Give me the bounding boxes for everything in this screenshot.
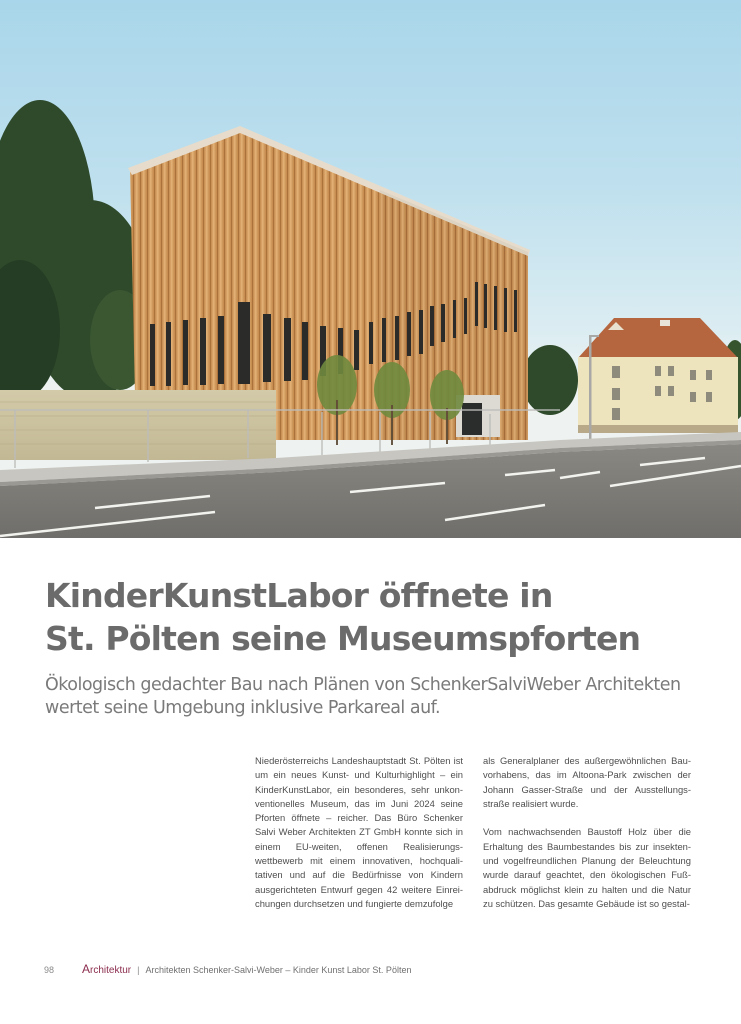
body-column-right [483, 754, 691, 911]
apartment-house [578, 318, 738, 433]
article-subheadline [45, 674, 725, 720]
trees-left [0, 100, 150, 400]
page-number: 98 [44, 965, 55, 975]
rammed-earth-wall [0, 390, 276, 460]
article-headline [45, 574, 705, 660]
running-title: Architekten Schenker-Salvi-Weber – Kinder Kunst Labor St. Pölten [145, 965, 412, 975]
page-footer [44, 962, 411, 976]
footer-separator: | [137, 965, 140, 975]
subhead-line-2: wertet seine Umgebung inklusive Parkareal auf. [45, 698, 441, 718]
headline-line-1: KinderKunstLabor öffnete in [45, 576, 553, 615]
headline-line-2: St. Pölten seine Museumspforten [45, 619, 641, 658]
section-label [82, 962, 131, 978]
section-rest: rchitektur [90, 965, 132, 976]
subhead-line-1: Ökologisch gedachter Bau nach Plänen von SchenkerSalviWeber Architekten [45, 675, 681, 695]
body-column-left [255, 754, 463, 911]
body-paragraph: Niederösterreichs Landeshauptstadt St. Pölten ist um ein neues Kunst- und Kulturhighlight – ein KinderKunstLabor, ein besonderes, sehr unkonventionelles Museum, das im Juni 2024 seine Pforten öffnete – reicher. Das Büro Schenker Salvi Weber Architekten ZT GmbH konnte sich in einem EU-weiten, offenen Realisierungswettbewerb mit einem innovativen, hochqualitativen und auf die Bedürfnisse von Kindern ausgerichteten Entwurf gegen 42 weitere Einreichungen durchsetzen und fungierte demzufolge [255, 755, 463, 909]
body-paragraph: als Generalplaner des außergewöhnlichen Bauvorhabens, das im Altoona-Park zwischen der Johann Gasser-Straße und der Ausstellungsstraße realisiert wurde. [483, 755, 691, 809]
body-paragraph: Vom nachwachsenden Baustoff Holz über die Erhaltung des Baumbestandes bis zur insekten- und vogelfreundlichen Planung der Beleuchtung wurde darauf geachtet, den ökologischen Fußabdruck möglichst klein zu halten und die Natur zu schützen. Das gesamte Gebäude ist so gestal- [483, 826, 691, 909]
section-initial: A [82, 962, 91, 976]
